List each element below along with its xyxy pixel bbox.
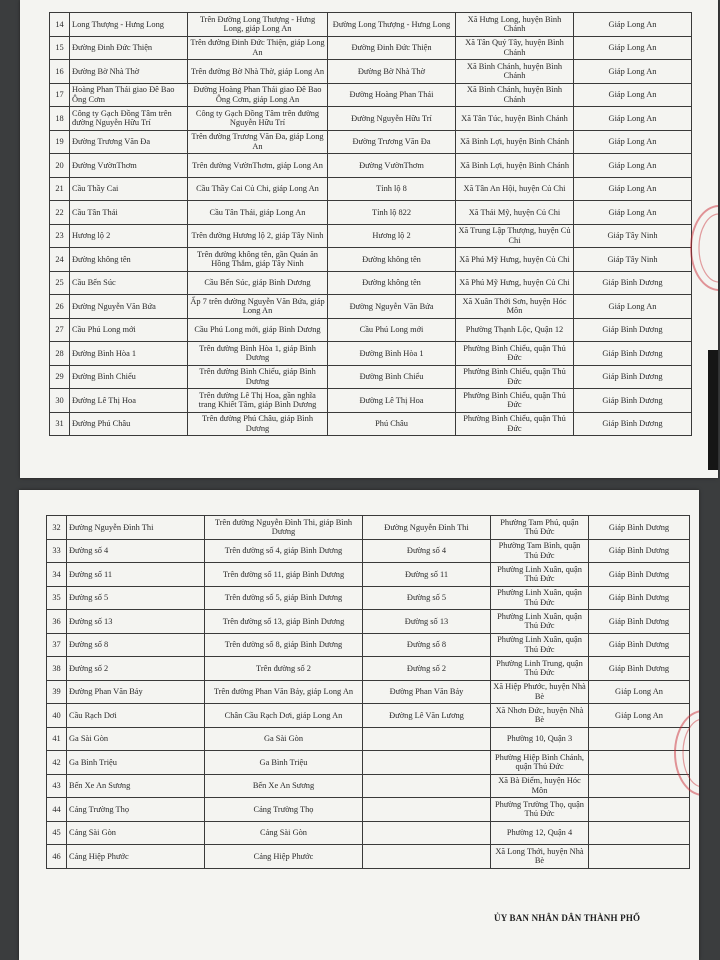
location-name: Đường Bình Chiểu (70, 365, 188, 389)
ward-district: Xã Trung Lập Thượng, huyện Củ Chi (456, 224, 574, 248)
ward-district: Phường Linh Xuân, quận Thủ Đức (491, 610, 589, 634)
table-row (50, 177, 692, 201)
row-number: 15 (50, 36, 70, 60)
location-name: Cầu Thầy Cai (70, 177, 188, 201)
border-area: Giáp Bình Dương (574, 365, 692, 389)
table-row (47, 821, 690, 845)
table-row (50, 154, 692, 178)
table-row (50, 365, 692, 389)
document-page-1 (20, 0, 718, 478)
border-area: Giáp Tây Ninh (574, 248, 692, 272)
description: Cầu Thầy Cai Củ Chi, giáp Long An (188, 177, 328, 201)
table-row (50, 201, 692, 225)
description: Trên đường Phú Châu, giáp Bình Dương (188, 412, 328, 436)
table-row (47, 633, 690, 657)
row-number: 23 (50, 224, 70, 248)
ward-district: Xã Thái Mỹ, huyện Củ Chi (456, 201, 574, 225)
ward-district: Xã Tân Quý Tây, huyện Bình Chánh (456, 36, 574, 60)
road-name: Đường Đinh Đức Thiện (328, 36, 456, 60)
description: Cảng Trường Thọ (205, 798, 363, 822)
border-area: Giáp Bình Dương (574, 342, 692, 366)
description: Trên đường không tên, gần Quán ăn Hồng Thắm, giáp Tây Ninh (188, 248, 328, 272)
border-area: Giáp Bình Dương (574, 389, 692, 413)
border-area (589, 821, 690, 845)
description: Cầu Tân Thái, giáp Long An (188, 201, 328, 225)
ward-district: Xã Nhơn Đức, huyện Nhà Bè (491, 704, 589, 728)
road-name: Đường số 5 (363, 586, 491, 610)
table-row (50, 83, 692, 107)
row-number: 27 (50, 318, 70, 342)
road-name: Đường không tên (328, 271, 456, 295)
location-name: Long Thượng - Hưng Long (70, 13, 188, 37)
location-name: Ga Bình Triệu (67, 751, 205, 775)
table-row (50, 130, 692, 154)
row-number: 46 (47, 845, 67, 869)
table-row (50, 13, 692, 37)
description: Trên đường Nguyễn Đình Thi, giáp Bình Dương (205, 516, 363, 540)
border-area: Giáp Long An (574, 295, 692, 319)
row-number: 38 (47, 657, 67, 681)
row-number: 41 (47, 727, 67, 751)
road-name (363, 751, 491, 775)
road-name: Đường Phan Văn Bảy (363, 680, 491, 704)
row-number: 45 (47, 821, 67, 845)
table-row (47, 845, 690, 869)
ward-district: Phường Thạnh Lộc, Quận 12 (456, 318, 574, 342)
border-area: Giáp Bình Dương (589, 610, 690, 634)
location-name: Đường số 11 (67, 563, 205, 587)
table-row (47, 563, 690, 587)
road-name: Đường Bình Chiểu (328, 365, 456, 389)
row-number: 42 (47, 751, 67, 775)
row-number: 35 (47, 586, 67, 610)
location-name: Đường Trương Văn Đa (70, 130, 188, 154)
border-area: Giáp Tây Ninh (574, 224, 692, 248)
road-name: Đường số 4 (363, 539, 491, 563)
description: Trên đường Phan Văn Bảy, giáp Long An (205, 680, 363, 704)
ward-district: Xã Hiệp Phước, huyện Nhà Bè (491, 680, 589, 704)
ward-district: Xã Tân An Hội, huyện Củ Chi (456, 177, 574, 201)
description: Trên đường số 11, giáp Bình Dương (205, 563, 363, 587)
table-row (50, 389, 692, 413)
location-name: Đường số 2 (67, 657, 205, 681)
row-number: 17 (50, 83, 70, 107)
ward-district: Xã Bình Lợi, huyện Bình Chánh (456, 130, 574, 154)
table-row (47, 680, 690, 704)
ward-district: Phường 10, Quận 3 (491, 727, 589, 751)
red-seal-stamp (690, 205, 718, 291)
table-row (47, 774, 690, 798)
table-row (50, 60, 692, 84)
border-area: Giáp Bình Dương (589, 563, 690, 587)
ward-district: Xã Tân Túc, huyện Bình Chánh (456, 107, 574, 131)
border-area: Giáp Long An (574, 201, 692, 225)
table-row (47, 539, 690, 563)
ward-district: Phường 12, Quận 4 (491, 821, 589, 845)
road-name: Đường số 8 (363, 633, 491, 657)
road-name: Đường Nguyễn Hữu Trí (328, 107, 456, 131)
ward-district: Phường Linh Trung, quận Thủ Đức (491, 657, 589, 681)
border-area: Giáp Bình Dương (589, 657, 690, 681)
ward-district: Phường Linh Xuân, quận Thủ Đức (491, 586, 589, 610)
description: Cầu Bến Súc, giáp Bình Dương (188, 271, 328, 295)
border-area (589, 845, 690, 869)
location-name: Đường không tên (70, 248, 188, 272)
road-name (363, 727, 491, 751)
border-area: Giáp Bình Dương (574, 318, 692, 342)
ward-district: Phường Bình Chiểu, quận Thủ Đức (456, 389, 574, 413)
road-name: Tỉnh lộ 822 (328, 201, 456, 225)
location-name: Công ty Gạch Đồng Tâm trên đường Nguyễn Hữu Trí (70, 107, 188, 131)
road-name: Đường Bờ Nhà Thờ (328, 60, 456, 84)
row-number: 33 (47, 539, 67, 563)
location-name: Đường số 13 (67, 610, 205, 634)
location-name: Cầu Bến Súc (70, 271, 188, 295)
red-seal-stamp-2 (674, 710, 699, 796)
row-number: 30 (50, 389, 70, 413)
road-name: Đường số 2 (363, 657, 491, 681)
road-name: Đường số 11 (363, 563, 491, 587)
description: Công ty Gạch Đồng Tâm trên đường Nguyễn Hữu Trí (188, 107, 328, 131)
table-row (47, 704, 690, 728)
description: Trên đường Bình Chiểu, giáp Bình Dương (188, 365, 328, 389)
row-number: 25 (50, 271, 70, 295)
road-name (363, 798, 491, 822)
description: Ga Sài Gòn (205, 727, 363, 751)
location-name: Đường Phan Văn Bảy (67, 680, 205, 704)
row-number: 19 (50, 130, 70, 154)
road-name: Hương lộ 2 (328, 224, 456, 248)
ward-district: Xã Phú Mỹ Hưng, huyện Củ Chi (456, 271, 574, 295)
border-area (589, 798, 690, 822)
row-number: 20 (50, 154, 70, 178)
description: Chân Cầu Rạch Dơi, giáp Long An (205, 704, 363, 728)
table-row (47, 610, 690, 634)
row-number: 40 (47, 704, 67, 728)
description: Đường Hoàng Phan Thái giao Đê Bao Ông Cơm, giáp Long An (188, 83, 328, 107)
description: Trên đường số 8, giáp Bình Dương (205, 633, 363, 657)
ward-district: Phường Bình Chiểu, quận Thủ Đức (456, 365, 574, 389)
row-number: 44 (47, 798, 67, 822)
ward-district: Xã Hưng Long, huyện Bình Chánh (456, 13, 574, 37)
row-number: 22 (50, 201, 70, 225)
description: Trên đường Bình Hòa 1, giáp Bình Dương (188, 342, 328, 366)
row-number: 34 (47, 563, 67, 587)
table-row (50, 295, 692, 319)
ward-district: Xã Xuân Thới Sơn, huyện Hóc Môn (456, 295, 574, 319)
row-number: 28 (50, 342, 70, 366)
location-name: Cầu Rạch Dơi (67, 704, 205, 728)
border-area: Giáp Long An (574, 154, 692, 178)
location-name: Hương lộ 2 (70, 224, 188, 248)
description: Cầu Phú Long mới, giáp Bình Dương (188, 318, 328, 342)
border-area: Giáp Long An (574, 177, 692, 201)
description: Trên đường số 5, giáp Bình Dương (205, 586, 363, 610)
road-name (363, 845, 491, 869)
border-area: Giáp Bình Dương (574, 271, 692, 295)
table-row (47, 798, 690, 822)
border-area: Giáp Long An (574, 107, 692, 131)
road-name: Đường không tên (328, 248, 456, 272)
location-name: Ga Sài Gòn (67, 727, 205, 751)
location-name: Cầu Tân Thái (70, 201, 188, 225)
side-scroll-bar (708, 350, 718, 470)
border-area: Giáp Long An (574, 60, 692, 84)
table-row (47, 586, 690, 610)
road-name (363, 821, 491, 845)
table-row (50, 36, 692, 60)
location-name: Cầu Phú Long mới (70, 318, 188, 342)
row-number: 43 (47, 774, 67, 798)
ward-district: Xã Bình Chánh, huyện Bình Chánh (456, 60, 574, 84)
table-row (50, 271, 692, 295)
ward-district: Xã Bình Lợi, huyện Bình Chánh (456, 154, 574, 178)
road-name: Đường Lê Thị Hoa (328, 389, 456, 413)
road-name: Đường số 13 (363, 610, 491, 634)
row-number: 32 (47, 516, 67, 540)
location-name: Cảng Hiệp Phước (67, 845, 205, 869)
location-name: Hoàng Phan Thái giao Đê Bao Ông Cơm (70, 83, 188, 107)
location-name: Đường số 8 (67, 633, 205, 657)
table-row (50, 318, 692, 342)
description: Trên đường số 2 (205, 657, 363, 681)
document-page-2 (19, 490, 699, 960)
road-name: Đường Bình Hòa 1 (328, 342, 456, 366)
ward-district: Xã Phú Mỹ Hưng, huyện Củ Chi (456, 248, 574, 272)
location-name: Đường Bờ Nhà Thờ (70, 60, 188, 84)
row-number: 16 (50, 60, 70, 84)
border-area: Giáp Bình Dương (589, 539, 690, 563)
road-name: Đường Lê Văn Lương (363, 704, 491, 728)
location-name: Đường Nguyễn Đình Thi (67, 516, 205, 540)
row-number: 14 (50, 13, 70, 37)
ward-district: Phường Trường Thọ, quận Thủ Đức (491, 798, 589, 822)
border-area: Giáp Bình Dương (589, 633, 690, 657)
ward-district: Phường Tam Phú, quận Thủ Đức (491, 516, 589, 540)
table-row (50, 224, 692, 248)
location-name: Đường Nguyễn Văn Bứa (70, 295, 188, 319)
location-name: Đường Lê Thị Hoa (70, 389, 188, 413)
ward-district: Phường Hiệp Bình Chánh, quận Thủ Đức (491, 751, 589, 775)
border-area: Giáp Long An (574, 13, 692, 37)
road-name: Đường Nguyễn Văn Bứa (328, 295, 456, 319)
row-number: 29 (50, 365, 70, 389)
description: Trên đường Bờ Nhà Thờ, giáp Long An (188, 60, 328, 84)
road-name: Phú Châu (328, 412, 456, 436)
ward-district: Phường Bình Chiểu, quận Thủ Đức (456, 412, 574, 436)
description: Trên đường số 13, giáp Bình Dương (205, 610, 363, 634)
border-area (589, 774, 690, 798)
border-area: Giáp Long An (589, 680, 690, 704)
row-number: 24 (50, 248, 70, 272)
description: Ga Bình Triệu (205, 751, 363, 775)
description: Trên đường số 4, giáp Bình Dương (205, 539, 363, 563)
ward-district: Xã Bà Điểm, huyện Hóc Môn (491, 774, 589, 798)
table-row (50, 248, 692, 272)
border-area: Giáp Bình Dương (574, 412, 692, 436)
border-area: Giáp Bình Dương (589, 586, 690, 610)
description: Bến Xe An Sương (205, 774, 363, 798)
table-row (50, 342, 692, 366)
location-name: Cảng Sài Gòn (67, 821, 205, 845)
description: Cảng Hiệp Phước (205, 845, 363, 869)
road-name: Cầu Phú Long mới (328, 318, 456, 342)
ward-district: Phường Bình Chiểu, quận Thủ Đức (456, 342, 574, 366)
location-name: Đường số 4 (67, 539, 205, 563)
description: Trên đường Lê Thị Hoa, gần nghĩa trang Khiết Tâm, giáp Bình Dương (188, 389, 328, 413)
table-row (47, 516, 690, 540)
row-number: 26 (50, 295, 70, 319)
road-name (363, 774, 491, 798)
checkpoint-table-page-2 (46, 515, 690, 869)
border-area: Giáp Bình Dương (589, 516, 690, 540)
table-row (47, 657, 690, 681)
table-row (50, 412, 692, 436)
location-name: Bến Xe An Sương (67, 774, 205, 798)
description: Cảng Sài Gòn (205, 821, 363, 845)
description: Trên đường Trương Văn Đa, giáp Long An (188, 130, 328, 154)
location-name: Đường Phú Châu (70, 412, 188, 436)
row-number: 21 (50, 177, 70, 201)
description: Trên đường Đinh Đức Thiện, giáp Long An (188, 36, 328, 60)
description: Trên Đường Long Thượng - Hưng Long, giáp Long An (188, 13, 328, 37)
row-number: 36 (47, 610, 67, 634)
checkpoint-table-page-1 (49, 12, 692, 436)
ward-district: Phường Tam Bình, quận Thủ Đức (491, 539, 589, 563)
description: Ấp 7 trên đường Nguyễn Văn Bứa, giáp Long An (188, 295, 328, 319)
border-area: Giáp Long An (574, 130, 692, 154)
road-name: Đường Nguyễn Đình Thi (363, 516, 491, 540)
description: Trên đường Hương lộ 2, giáp Tây Ninh (188, 224, 328, 248)
row-number: 39 (47, 680, 67, 704)
border-area: Giáp Long An (574, 83, 692, 107)
road-name: Đường Trương Văn Đa (328, 130, 456, 154)
location-name: Đường số 5 (67, 586, 205, 610)
road-name: Đường Hoàng Phan Thái (328, 83, 456, 107)
table-row (47, 751, 690, 775)
location-name: Cảng Trường Thọ (67, 798, 205, 822)
footer-signature-title: ỦY BAN NHÂN DÂN THÀNH PHỐ (494, 913, 641, 923)
border-area: Giáp Long An (574, 36, 692, 60)
row-number: 37 (47, 633, 67, 657)
road-name: Đường VườnThơm (328, 154, 456, 178)
location-name: Đường VườnThơm (70, 154, 188, 178)
ward-district: Phường Linh Xuân, quận Thủ Đức (491, 633, 589, 657)
table-row (47, 727, 690, 751)
table-row (50, 107, 692, 131)
ward-district: Xã Bình Chánh, huyện Bình Chánh (456, 83, 574, 107)
location-name: Đường Bình Hòa 1 (70, 342, 188, 366)
border-area: Giáp Long An (589, 704, 690, 728)
road-name: Tỉnh lộ 8 (328, 177, 456, 201)
ward-district: Xã Long Thới, huyện Nhà Bè (491, 845, 589, 869)
road-name: Đường Long Thượng - Hưng Long (328, 13, 456, 37)
ward-district: Phường Linh Xuân, quận Thủ Đức (491, 563, 589, 587)
row-number: 31 (50, 412, 70, 436)
location-name: Đường Đinh Đức Thiện (70, 36, 188, 60)
description: Trên đường VườnThơm, giáp Long An (188, 154, 328, 178)
row-number: 18 (50, 107, 70, 131)
